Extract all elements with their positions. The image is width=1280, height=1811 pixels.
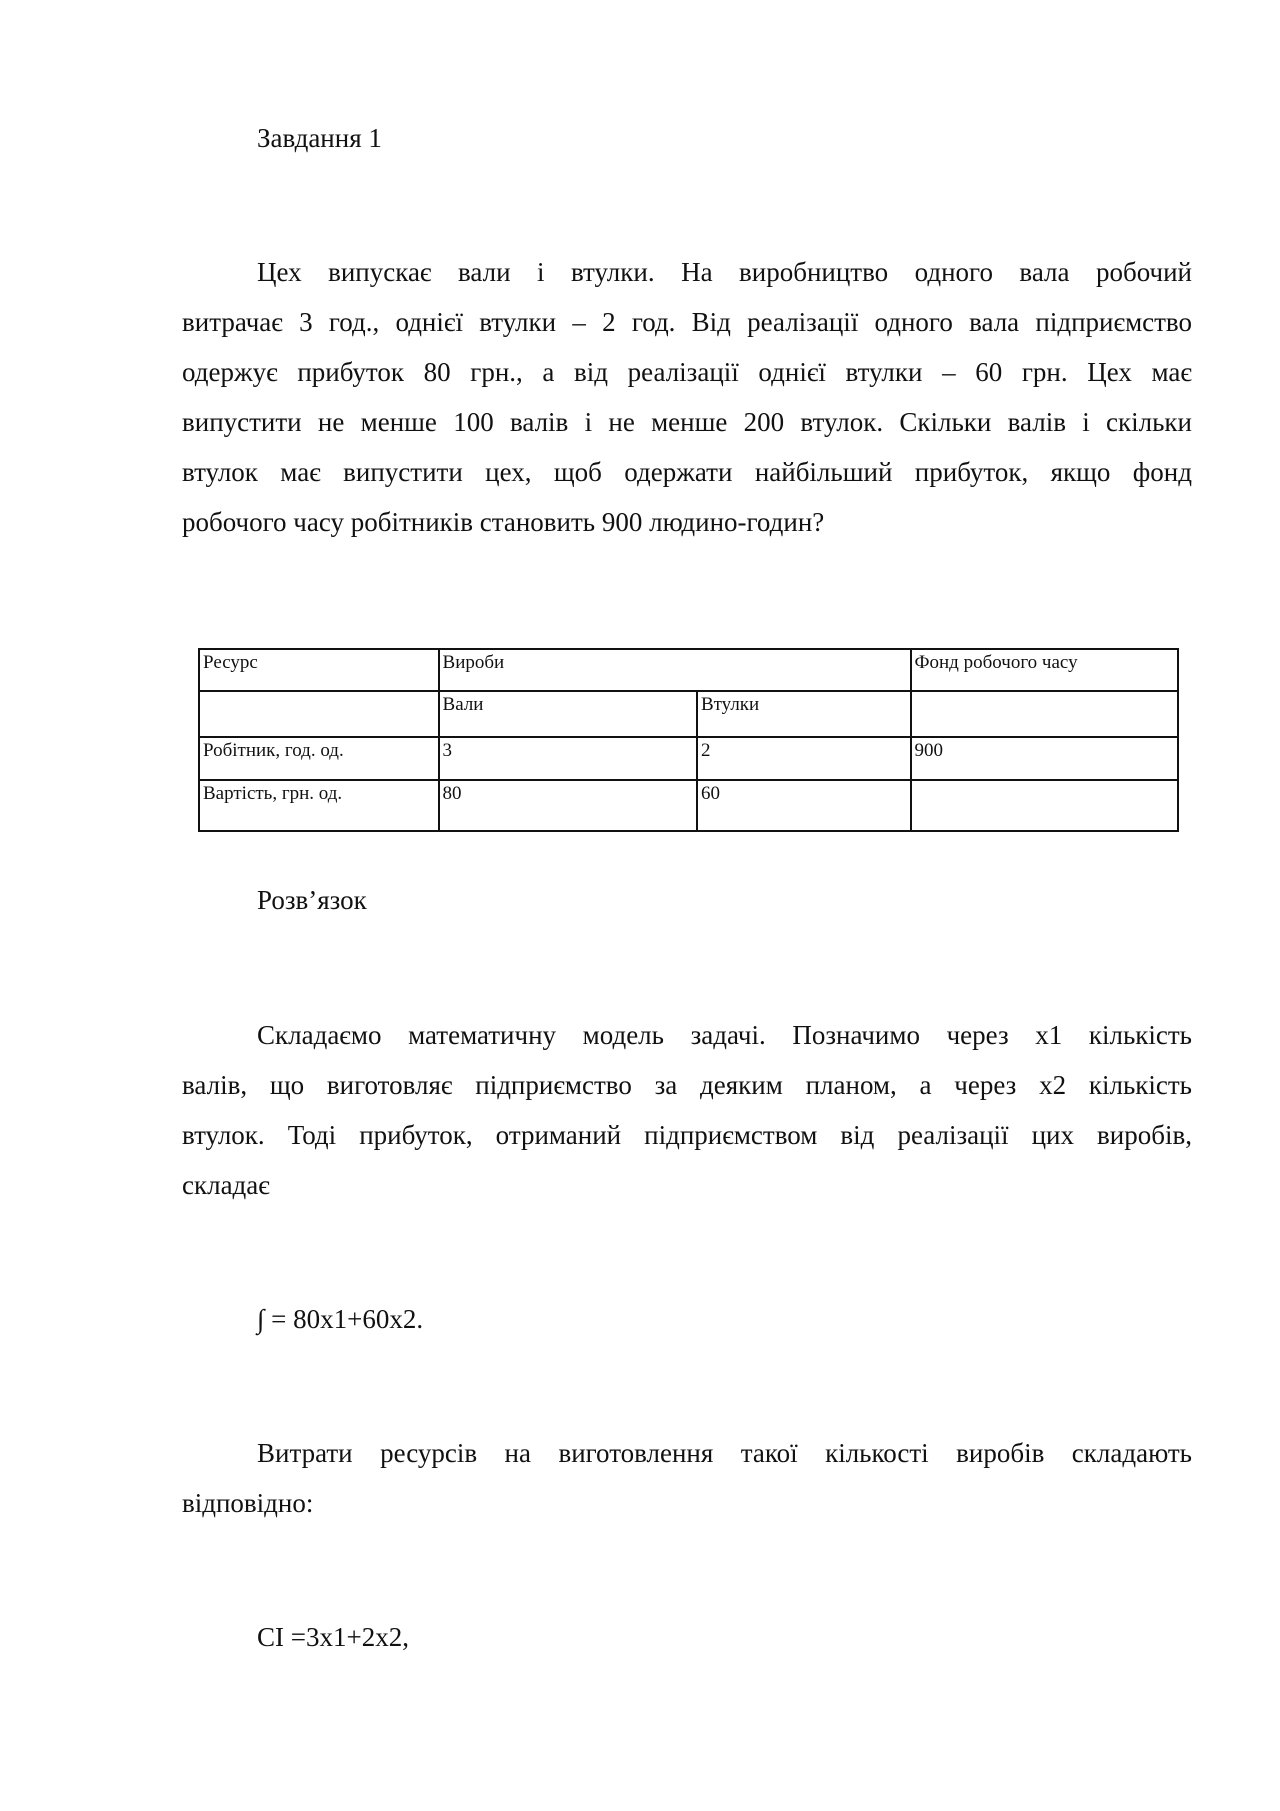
- fund-value-cell: 900: [911, 737, 1179, 780]
- paragraph-line: випустити не менше 100 валів і не менше 200 втулок. Скільки валів і скільки: [182, 407, 1192, 437]
- bushings-value-cell: 2: [697, 737, 911, 780]
- paragraph-line: відповідно:: [182, 1488, 314, 1518]
- resources-table: [198, 648, 1179, 832]
- task-heading: Завдання 1: [257, 123, 382, 153]
- table-cell: [911, 691, 1179, 737]
- row-label-cell: Вартість, грн. од.: [199, 780, 439, 831]
- paragraph-line: одержує прибуток 80 грн., а від реалізації однієї втулки – 60 грн. Цех має: [182, 357, 1192, 387]
- paragraph-line: втулок має випустити цех, щоб одержати найбільший прибуток, якщо фонд: [182, 457, 1192, 487]
- table-cell: [199, 691, 439, 737]
- table-row: [199, 649, 1178, 691]
- paragraph-line: Витрати ресурсів на виготовлення такої кількості виробів складають: [257, 1438, 1192, 1468]
- table-row: [199, 780, 1178, 831]
- paragraph-line: Цех випускає вали і втулки. На виробництво одного вала робочий: [257, 257, 1192, 287]
- paragraph-line: валів, що виготовляє підприємство за деяким планом, а через x2 кількість: [182, 1070, 1192, 1100]
- paragraph-line: робочого часу робітників становить 900 людино-годин?: [182, 507, 825, 537]
- paragraph-line: витрачає 3 год., однієї втулки – 2 год. Від реалізації одного вала підприємство: [182, 307, 1192, 337]
- ci-formula: CI =3x1+2x2,: [257, 1622, 409, 1652]
- shafts-value-cell: 80: [439, 780, 697, 831]
- profit-formula: ∫ = 80x1+60x2.: [257, 1304, 424, 1334]
- shafts-value-cell: 3: [439, 737, 697, 780]
- subheader-shafts-cell: Вали: [439, 691, 697, 737]
- row-label-cell: Робітник, год. од.: [199, 737, 439, 780]
- table-row: [199, 691, 1178, 737]
- bushings-value-cell: 60: [697, 780, 911, 831]
- fund-value-cell: [911, 780, 1179, 831]
- paragraph-line: складає: [182, 1170, 270, 1200]
- paragraph-line: Складаємо математичну модель задачі. Позначимо через x1 кількість: [257, 1020, 1192, 1050]
- header-resource-cell: Ресурс: [199, 649, 439, 691]
- solution-heading: Розв’язок: [257, 885, 367, 915]
- subheader-bushings-cell: Втулки: [697, 691, 911, 737]
- header-products-cell: Вироби: [439, 649, 911, 691]
- paragraph-line: втулок. Тоді прибуток, отриманий підприємством від реалізації цих виробів,: [182, 1120, 1192, 1150]
- header-fund-cell: Фонд робочого часу: [911, 649, 1179, 691]
- table-row: [199, 737, 1178, 780]
